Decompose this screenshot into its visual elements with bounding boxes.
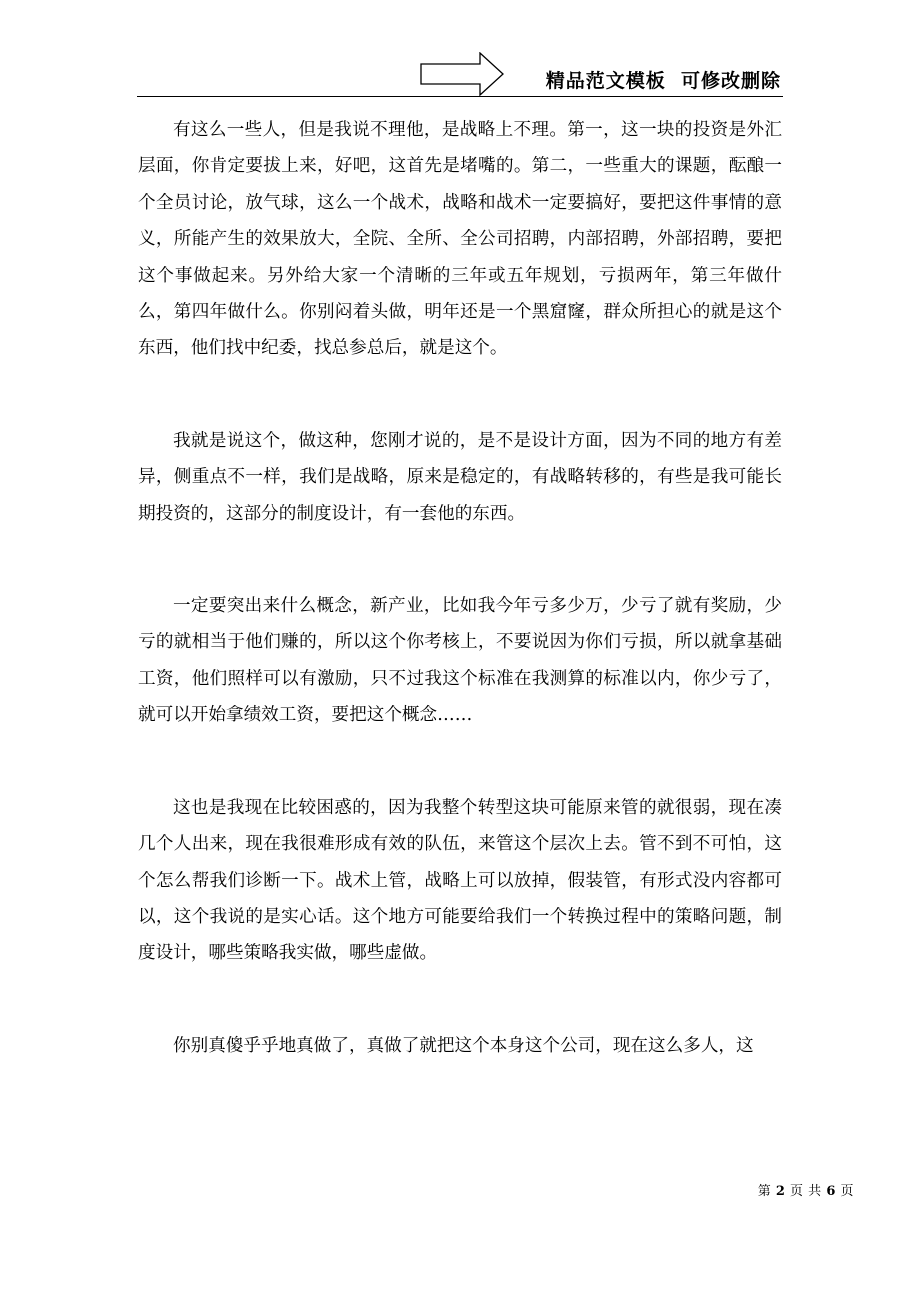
page-footer: [758, 1180, 854, 1199]
footer-middle: 页 共: [785, 1184, 827, 1199]
paragraph: 这也是我现在比较困惑的，因为我整个转型这块可能原来管的就很弱，现在凑几个人出来，现在我很难形成有效的队伍，来管这个层次上去。管不到不可怕，这个怎么帮我们诊断一下。战术上管，战略上可以放掉，假装管，有形式没内容都可以，这个我说的是实心话。这个地方可能要给我们一个转换过程中的策略问题，制度设计，哪些策略我实做，哪些虚做。: [138, 797, 782, 964]
header-rule: [137, 96, 783, 97]
footer-suffix: 页: [835, 1184, 854, 1199]
paragraph: 你别真傻乎乎地真做了，真做了就把这个本身这个公司，现在这么多人，这: [173, 1035, 754, 1056]
document-body: [138, 112, 782, 1120]
footer-prefix: 第: [757, 1184, 776, 1199]
header-title: 精品范文模板 可修改删除: [545, 70, 781, 92]
page-header: [137, 52, 783, 97]
right-arrow-icon: [420, 52, 504, 96]
footer-total-pages: 6: [826, 1184, 836, 1199]
footer-page-number: 2: [775, 1184, 786, 1199]
paragraph: 我就是说这个，做这种，您刚才说的，是不是设计方面，因为不同的地方有差异，侧重点不一样，我们是战略，原来是稳定的，有战略转移的，有些是我可能长期投资的，这部分的制度设计，有一套他的东西。: [138, 430, 782, 524]
paragraph: 一定要突出来什么概念，新产业，比如我今年亏多少万，少亏了就有奖励，少亏的就相当于他们赚的，所以这个你考核上，不要说因为你们亏损，所以就拿基础工资，他们照样可以有激励，只不过我这个标准在我测算的标准以内，你少亏了，就可以开始拿绩效工资，要把这个概念……: [138, 596, 782, 726]
paragraph: 有这么一些人，但是我说不理他，是战略上不理。第一，这一块的投资是外汇层面，你肯定要拔上来，好吧，这首先是堵嘴的。第二，一些重大的课题，酝酿一个全员讨论，放气球，这么一个战术，战略和战术一定要搞好，要把这件事情的意义，所能产生的效果放大，全院、全所、全公司招聘，内部招聘，外部招聘，要把这个事做起来。另外给大家一个清晰的三年或五年规划，亏损两年，第三年做什么，第四年做什么。你别闷着头做，明年还是一个黑窟窿，群众所担心的就是这个东西，他们找中纪委，找总参总后，就是这个。: [138, 120, 782, 359]
